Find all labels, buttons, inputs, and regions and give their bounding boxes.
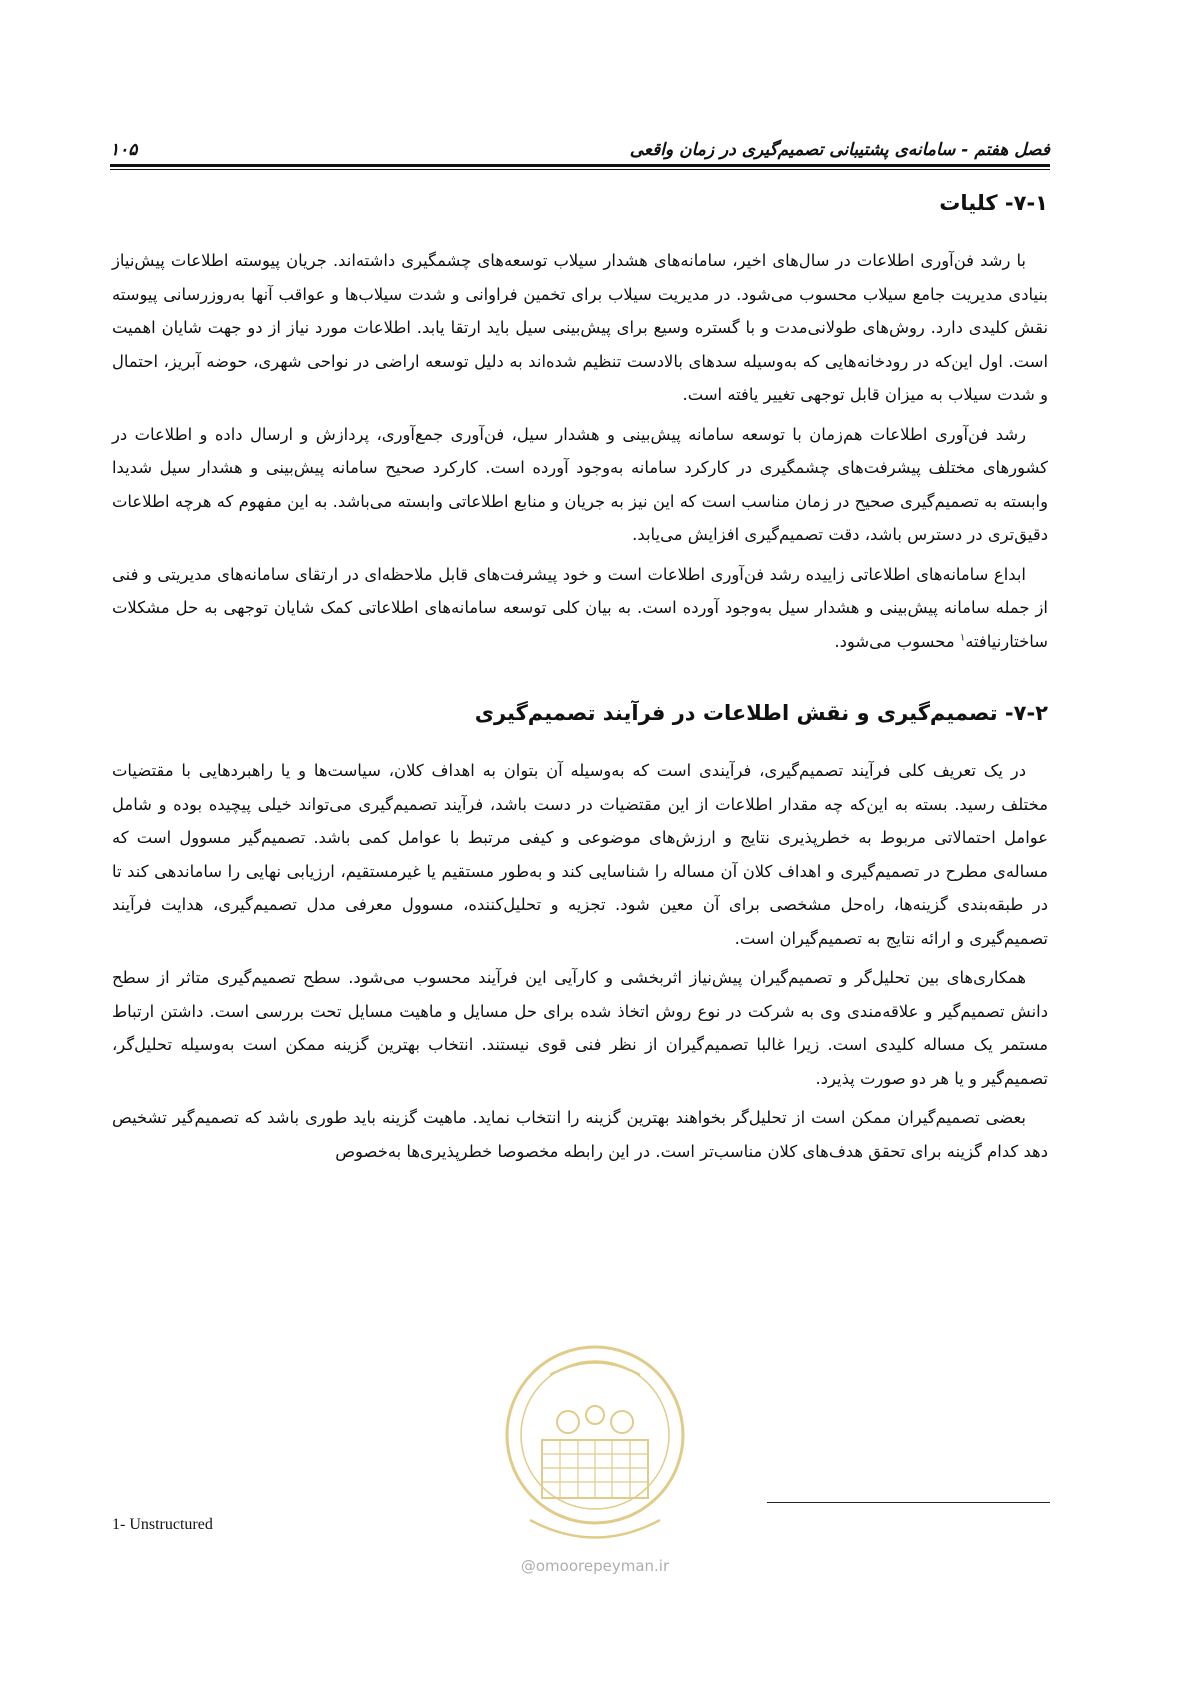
seal-logo-icon bbox=[490, 1330, 700, 1590]
running-header bbox=[110, 126, 1050, 160]
section-decision-making bbox=[112, 696, 1048, 1168]
footnote-rule bbox=[767, 1502, 1050, 1503]
chapter-title: فصل هفتم - سامانه‌ی پشتیبانی تصمیم‌گیری در زمان واقعی bbox=[629, 140, 1050, 160]
paragraph: رشد فن‌آوری اطلاعات هم‌زمان با توسعه سامانه پیش‌بینی و هشدار سیل، فن‌آوری جمع‌آوری، پردازش و ارسال داده و اطلاعات در کشورهای مختلف پیشرفت‌های چشمگیری در کارکرد سامانه به‌وجود آورده است. کارکرد صحیح سامانه پیش‌بینی و هشدار سیل شدیدا وابسته به تصمیم‌گیری صحیح در زمان مناسب است که این نیز به جریان و منابع اطلاعاتی وابسته می‌باشد. به این مفهوم که هرچه اطلاعات دقیق‌تری در دسترس باشد، دقت تصمیم‌گیری افزایش می‌یابد. bbox=[112, 424, 1048, 544]
paragraph: همکاری‌های بین تحلیل‌گر و تصمیم‌گیران پیش‌نیاز اثربخشی و کارآیی این فرآیند محسوب می‌شود. سطح تصمیم‌گیری متاثر از سطح دانش تصمیم‌گیر و علاقه‌مندی وی به شرکت در نوع روش اتخاذ شده برای حل مسایل و ماهیت مسایل تحت بررسی است. داشتن ارتباط مستمر یک مساله کلیدی است. زیرا غالبا تصمیم‌گیران از نظر فنی قوی نیستند. انتخاب بهترین گزینه ممکن است به‌وسیله تحلیل‌گر، تصمیم‌گیر و یا هر دو صورت پذیرد. bbox=[112, 968, 1048, 1088]
paragraph: با رشد فن‌آوری اطلاعات در سال‌های اخیر، سامانه‌های هشدار سیلاب توسعه‌های چشمگیری داشته‌اند. جریان پیوسته اطلاعات پیش‌نیاز بنیادی مدیریت جامع سیلاب محسوب می‌شود. در مدیریت سیلاب برای تخمین فراوانی و شدت سیلاب‌ها و عواقب آنها به‌روزرسانی پیوسته نقش کلیدی دارد. روش‌های طولانی‌مدت و با گستره وسیع برای پیش‌بینی سیل باید ارتقا یابد. اطلاعات مورد نیاز از دو جهت شایان اهمیت است. اول این‌که در رودخانه‌هایی که به‌وسیله سدهای بالادست تنظیم شده‌اند به دلیل توسعه اراضی در نواحی شهری، حوضه آبریز، احتمال و شدت سیلاب به میزان قابل توجهی تغییر یافته است. bbox=[112, 251, 1048, 404]
paragraph bbox=[112, 558, 1048, 659]
paragraph: بعضی تصمیم‌گیران ممکن است از تحلیل‌گر بخواهند بهترین گزینه را انتخاب نماید. ماهیت گزینه باید طوری باشد که تصمیم‌گیر تشخیص دهد کدام گزینه برای تحقق هدف‌های کلان مناسب‌تر است. در این رابطه مخصوصا خطرپذیری‌ها به‌خصوص bbox=[112, 1108, 1048, 1161]
paragraph-text: ابداع سامانه‌های اطلاعاتی زاییده رشد فن‌آوری اطلاعات است و خود پیشرفت‌های قابل ملاحظه‌ای در ارتقای سامانه‌های مدیریتی و فنی از جمله سامانه پیش‌بینی و هشدار سیل به‌وجود آورده است. به بیان کلی توسعه سامانه‌های اطلاعاتی کمک شایان توجهی به حل مشکلات ساختارنیافته bbox=[112, 564, 1048, 651]
page-body bbox=[112, 186, 1048, 1174]
footnote: 1- Unstructured bbox=[112, 1516, 213, 1533]
footnote-ref[interactable]: ۱ bbox=[959, 632, 966, 644]
paragraph: در یک تعریف کلی فرآیند تصمیم‌گیری، فرآیندی است که به‌وسیله آن بتوان به اهداف کلان، سیاست‌ها و یا راهبردهایی با مقتضیات مختلف رسید. بسته به این‌که چه مقدار اطلاعات از این مقتضیات در دست باشد، فرآیند تصمیم‌گیری می‌تواند خیلی پیچیده بوده و شامل عوامل احتمالاتی مربوط به خطرپذیری نتایج و ارزش‌های موضوعی و کیفی مرتبط با عوامل کمی باشد. تصمیم‌گیر مسوول است که مساله‌ی مطرح در تصمیم‌گیری و اهداف کلان آن مساله را شناسایی کند و به‌طور مستقیم یا غیرمستقیم، ارزیابی نهایی را ساماندهی کند تا در طبقه‌بندی گزینه‌ها، راه‌حل مشخصی برای آن معین شود. تجزیه و تحلیل‌کننده، مسوول معرفی مدل تصمیم‌گیری، هدایت فرآیند تصمیم‌گیری و ارائه نتایج به تصمیم‌گیران است. bbox=[112, 761, 1048, 948]
header-rule bbox=[110, 164, 1050, 170]
paragraph-tail: محسوب می‌شود. bbox=[834, 631, 960, 651]
page-number: ۱۰۵ bbox=[110, 140, 138, 160]
section-heading: ۷-۱- کلیات bbox=[939, 191, 1048, 215]
section-overview bbox=[112, 186, 1048, 658]
section-heading: ۷-۲- تصمیم‌گیری و نقش اطلاعات در فرآیند تصمیم‌گیری bbox=[474, 701, 1048, 725]
watermark-text: @omoorepeyman.ir bbox=[520, 1557, 670, 1575]
